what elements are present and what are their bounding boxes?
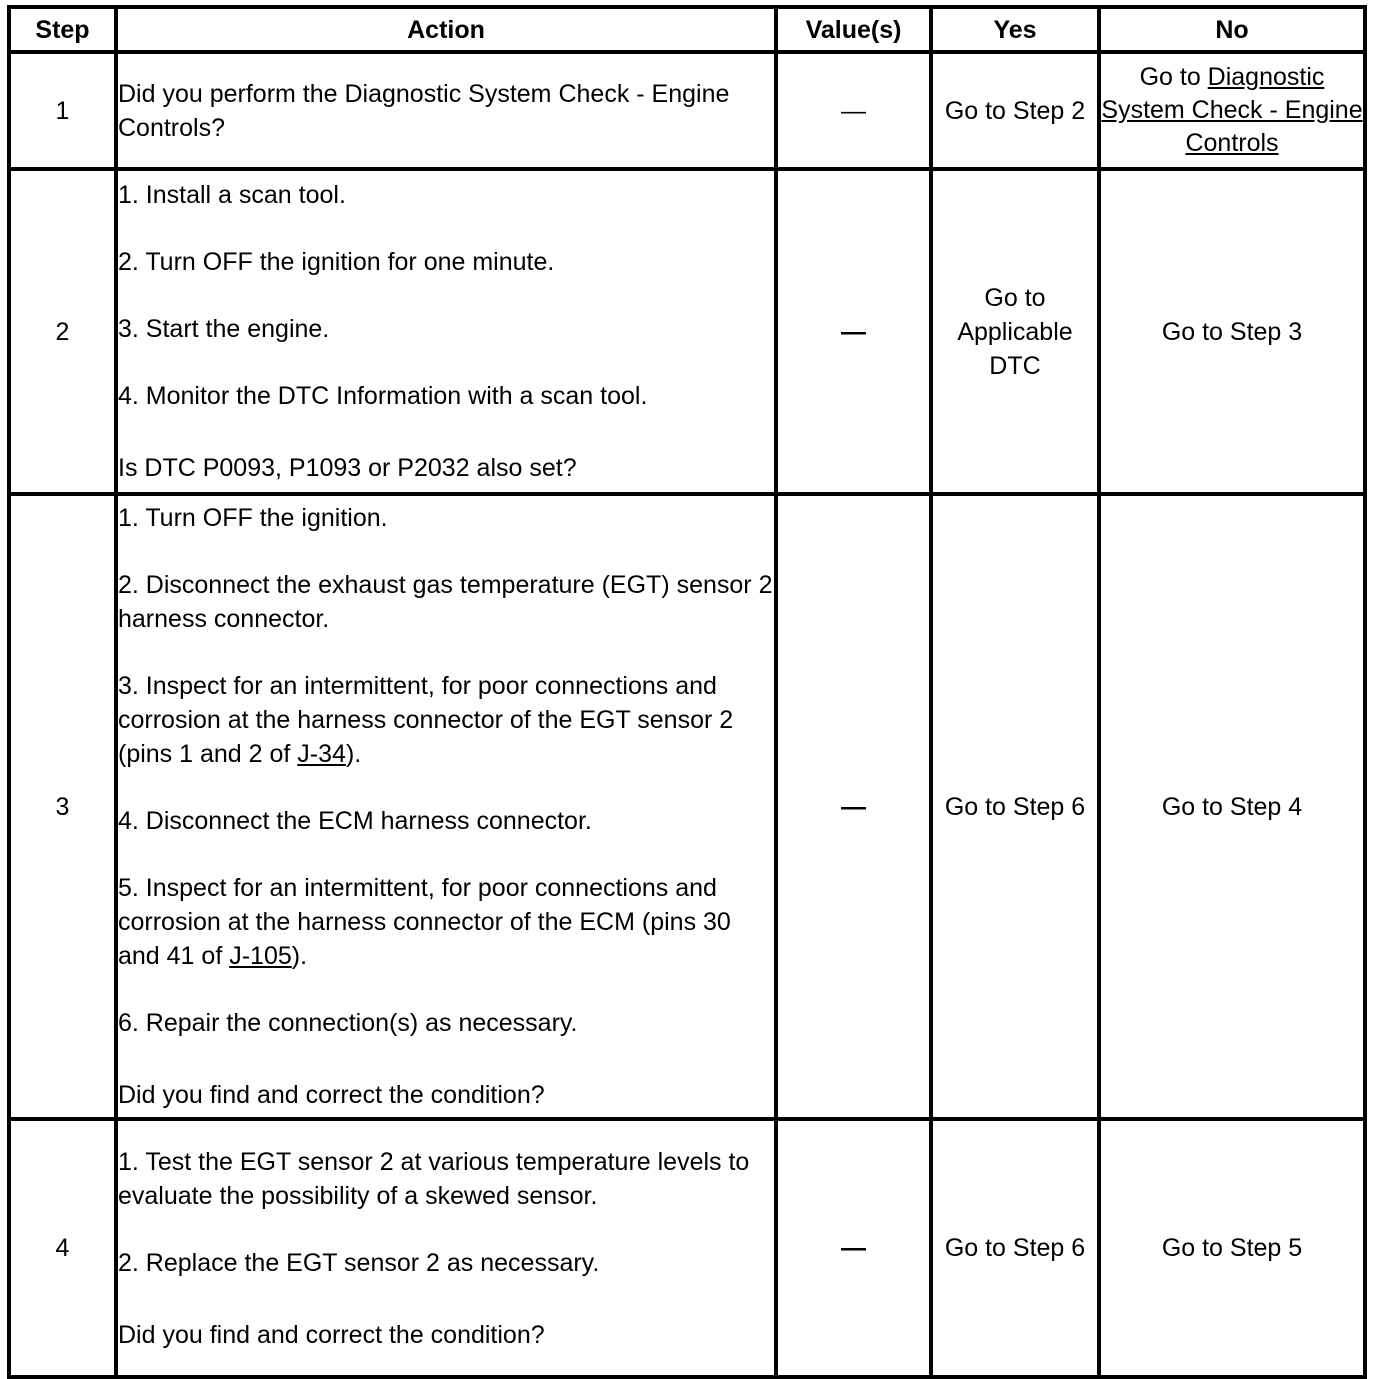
no-prefix: Go to xyxy=(1139,63,1208,91)
yes-cell: Go to Applicable DTC xyxy=(931,169,1099,494)
action-text: ). xyxy=(345,740,362,768)
no-cell: Go to Step 5 xyxy=(1099,1119,1365,1377)
value-cell: — xyxy=(776,1119,931,1377)
table-row xyxy=(9,169,1365,494)
yes-cell: Go to Step 6 xyxy=(931,1119,1099,1377)
action-question: Did you find and correct the condition? xyxy=(118,1081,545,1109)
action-item: 1. Test the EGT sensor 2 at various temperature levels to evaluate the possibility of a skewed sensor. xyxy=(118,1147,750,1210)
value-cell: — xyxy=(776,169,931,494)
action-item: 2. Turn OFF the ignition for one minute. xyxy=(118,248,555,276)
action-cell xyxy=(116,52,776,169)
action-item: 2. Disconnect the exhaust gas temperature (EGT) sensor 2 harness connector. xyxy=(118,571,773,633)
table-row xyxy=(9,494,1365,1119)
action-item xyxy=(118,871,774,973)
no-cell xyxy=(1099,52,1365,169)
action-text: Did you perform the Diagnostic System Check - Engine Controls? xyxy=(118,79,730,142)
header-action: Action xyxy=(116,7,776,52)
table-row xyxy=(9,1119,1365,1377)
step-number: 4 xyxy=(9,1119,116,1377)
action-item: 3. Start the engine. xyxy=(118,315,330,343)
no-cell: Go to Step 3 xyxy=(1099,169,1365,494)
step-number: 2 xyxy=(9,169,116,494)
action-question: Is DTC P0093, P1093 or P2032 also set? xyxy=(118,454,577,482)
action-question: Did you find and correct the condition? xyxy=(118,1320,545,1349)
action-item: 6. Repair the connection(s) as necessary. xyxy=(118,1009,578,1037)
header-step: Step xyxy=(9,7,116,52)
diagnostic-system-check-link[interactable]: Diagnostic System Check - Engine Controls xyxy=(1101,63,1363,157)
action-item: 1. Turn OFF the ignition. xyxy=(118,504,388,532)
header-yes: Yes xyxy=(931,7,1099,52)
j-34-link[interactable]: J-34 xyxy=(297,740,346,768)
yes-cell: Go to Step 6 xyxy=(931,494,1099,1119)
action-cell xyxy=(116,494,776,1119)
table-row xyxy=(9,52,1365,169)
action-item xyxy=(118,669,774,771)
action-cell xyxy=(116,1119,776,1377)
action-item: 1. Install a scan tool. xyxy=(118,181,346,209)
j-105-link[interactable]: J-105 xyxy=(229,942,292,970)
diagnostic-table xyxy=(7,5,1367,1379)
action-item: 2. Replace the EGT sensor 2 as necessary. xyxy=(118,1248,600,1277)
header-row xyxy=(9,7,1365,52)
header-no: No xyxy=(1099,7,1365,52)
step-number: 1 xyxy=(9,52,116,169)
step-number: 3 xyxy=(9,494,116,1119)
value-cell: — xyxy=(776,494,931,1119)
action-item: 4. Monitor the DTC Information with a scan tool. xyxy=(118,382,648,410)
action-text: 3. Inspect for an intermittent, for poor connections and corrosion at the harness connector of the EGT sensor 2 (pins 1 and 2 of xyxy=(118,672,734,768)
header-values: Value(s) xyxy=(776,7,931,52)
no-cell: Go to Step 4 xyxy=(1099,494,1365,1119)
value-cell: — xyxy=(776,52,931,169)
yes-cell: Go to Step 2 xyxy=(931,52,1099,169)
action-item: 4. Disconnect the ECM harness connector. xyxy=(118,807,592,835)
action-text: ). xyxy=(291,942,308,970)
action-text: 5. Inspect for an intermittent, for poor connections and corrosion at the harness connector of the ECM (pins 30 and 41 of xyxy=(118,874,731,970)
action-cell xyxy=(116,169,776,494)
